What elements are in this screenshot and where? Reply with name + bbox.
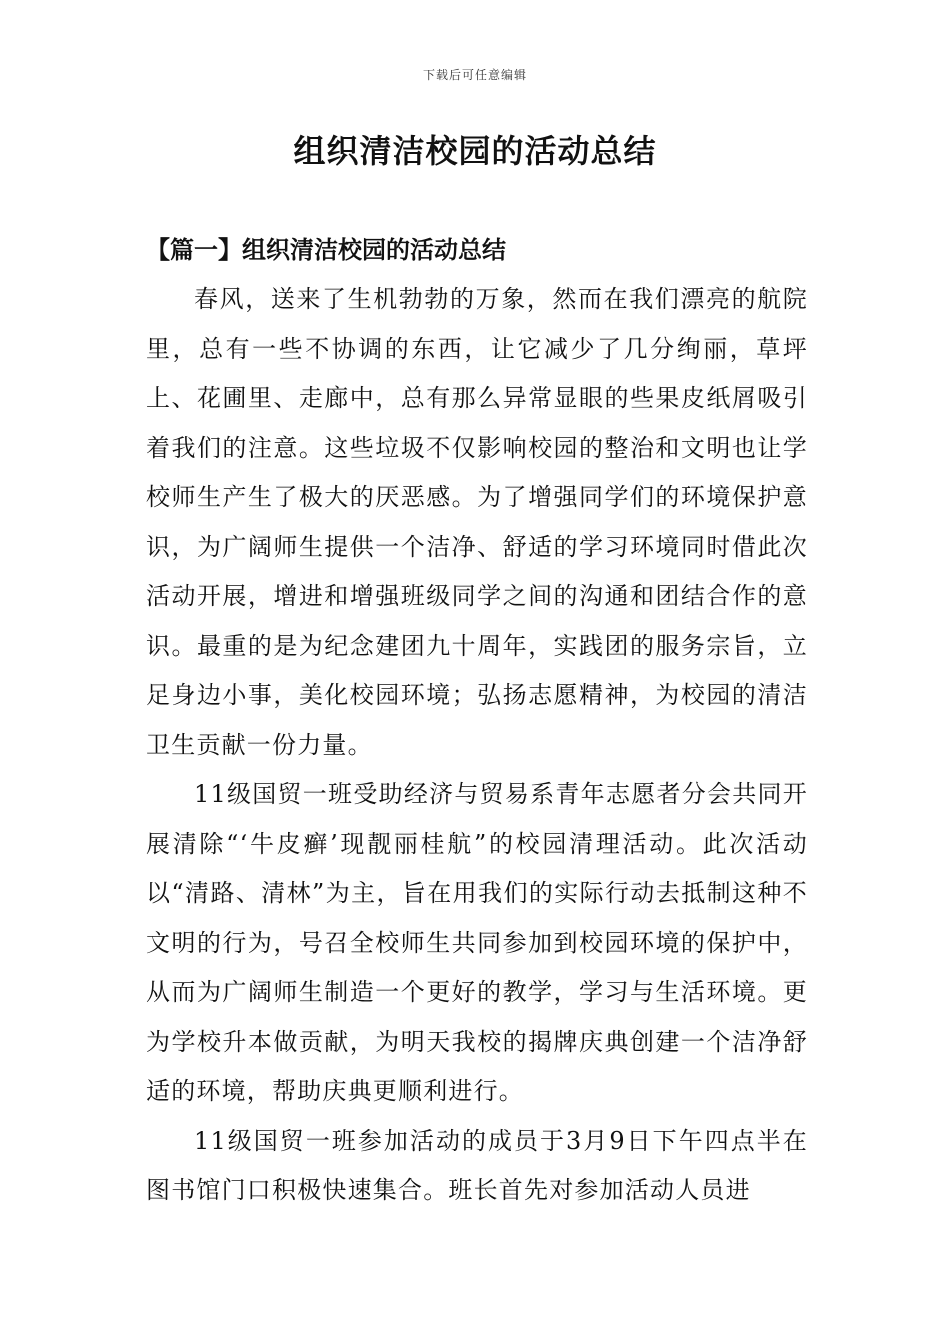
section-heading: 【篇一】组织清洁校园的活动总结 [146, 235, 506, 264]
paragraph-2: 11级国贸一班受助经济与贸易系青年志愿者分会共同开展清除“‘牛皮癣’现靓丽桂航”的校园清理活动。此次活动以“清路、清林”为主，旨在用我们的实际行动去抵制这种不文明的行为，号召全校师生共同参加到校园环境的保护中，从而为广阔师生制造一个更好的教学，学习与生活环境。更为学校升本做贡献，为明天我校的揭牌庆典创建一个洁净舒适的环境，帮助庆典更顺利进行。 [146, 780, 808, 1105]
paragraph-3: 11级国贸一班参加活动的成员于3月9日下午四点半在图书馆门口积极快速集合。班长首先对参加活动人员进 [146, 1126, 808, 1204]
paragraph-1: 春风，送来了生机勃勃的万象，然而在我们漂亮的航院里，总有一些不协调的东西，让它减少了几分绚丽，草坪上、花圃里、走廊中，总有那么异常显眼的些果皮纸屑吸引着我们的注意。这些垃圾不仅影响校园的整治和文明也让学校师生产生了极大的厌恶感。为了增强同学们的环境保护意识，为广阔师生提供一个洁净、舒适的学习环境同时借此次活动开展，增进和增强班级同学之间的沟通和团结合作的意识。最重的是为纪念建团九十周年，实践团的服务宗旨，立足身边小事，美化校园环境；弘扬志愿精神，为校园的清洁卫生贡献一份力量。 [146, 285, 808, 759]
document-title: 组织清洁校园的活动总结 [293, 132, 657, 170]
body-text [146, 275, 808, 1216]
header-note: 下载后可任意编辑 [422, 68, 527, 82]
